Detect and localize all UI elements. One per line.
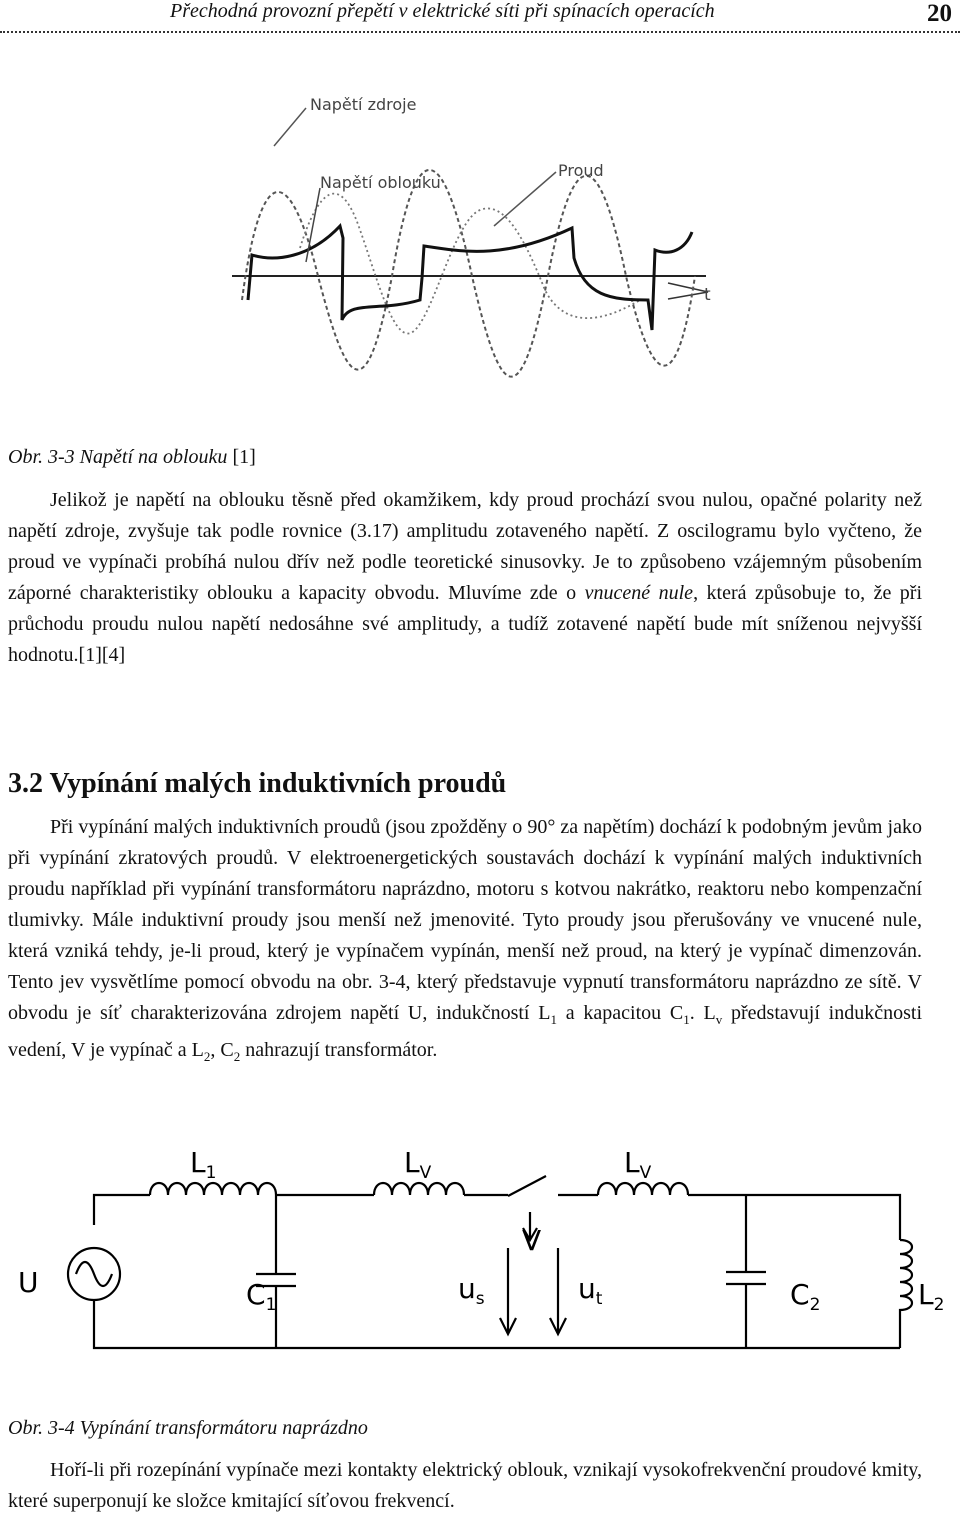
- p2-sub-5: 2: [233, 1049, 241, 1064]
- inductor-Lv2: [598, 1183, 688, 1195]
- figure-3-3-caption: [8, 446, 256, 469]
- arrow-us: [500, 1248, 516, 1334]
- paragraph-arc-oscillations: [8, 1455, 922, 1517]
- label-C2: $C_2$: [790, 1278, 821, 1315]
- label-U: U: [18, 1266, 39, 1299]
- p2-sub-2: 1: [683, 1012, 690, 1027]
- figure-3-3-caption-text: Obr. 3-3 Napětí na oblouku: [8, 446, 228, 468]
- label-arc-voltage: Napětí oblouku: [320, 173, 441, 192]
- paragraph-arc-voltage-text-a: Jelikož je napětí na oblouku těsně před okamžikem, kdy proud prochází svou nulou, opačné polarity než napětí zdroje, zvyšuje tak podle rovnice (3.17) amplitudu zotaveného napětí. Z oscilogramu bylo vyčteno, že proud ve vypínači probíhá nulou dřív než podle teoretické sinusovky. Je to způsobeno vzájemným působením záporné charakteristiky oblouku a kapacity obvodu. Mluvíme zde o: [8, 489, 922, 604]
- capacitor-C1: [256, 1195, 296, 1348]
- leader-arc-voltage: [306, 188, 320, 262]
- label-L1: $L_1$: [190, 1146, 217, 1183]
- p2-text-f: nahrazují transformátor.: [240, 1039, 438, 1061]
- section-heading: 3.2 Vypínání malých induktivních proudů: [8, 768, 507, 799]
- leader-current: [494, 172, 556, 226]
- label-C1: $C_1$: [246, 1278, 277, 1315]
- running-header-title: Přechodná provozní přepětí v elektrické síti při spínacích operacích: [170, 0, 715, 22]
- label-us: $u_s$: [458, 1272, 485, 1309]
- label-Lv1: $L_V$: [404, 1146, 432, 1183]
- inductor-Lv1: [374, 1183, 464, 1195]
- arrow-ut: [550, 1248, 566, 1334]
- arc-voltage-curve: [248, 226, 692, 330]
- breaker-switch: [508, 1176, 546, 1196]
- current-curve: [300, 194, 640, 334]
- sine-icon: [76, 1262, 112, 1286]
- p2-text-c: . L: [689, 1002, 716, 1024]
- label-source-voltage: Napětí zdroje: [310, 95, 417, 114]
- inductor-L2: [900, 1240, 912, 1348]
- header-divider: [0, 31, 960, 33]
- label-time: t: [704, 285, 711, 305]
- top-wire-right: [688, 1195, 900, 1240]
- paragraph-small-inductive-currents: [8, 812, 922, 1072]
- paragraph-arc-oscillations-text: Hoří-li při rozepínání vypínače mezi kontakty elektrický oblouk, vznikají vysokofrekvenční proudové kmity, které superponují ke složce kmitající síťovou frekvencí.: [8, 1459, 922, 1512]
- leader-source-voltage: [274, 108, 306, 146]
- paragraph-arc-voltage-text-b: , která způsobuje to, že při průchodu proudu nulou napětí nedosáhne své amplitudy, a tudíž zotavené napětí bude mít sníženou nejvyšší hodnotu.[1][4]: [8, 582, 923, 666]
- p2-sub-3: v: [715, 1012, 723, 1027]
- p2-sub-1: 1: [550, 1012, 557, 1027]
- label-ut: $u_t$: [578, 1272, 603, 1309]
- top-wire-left: [94, 1195, 150, 1225]
- p2-sub-4: 2: [203, 1049, 211, 1064]
- p2-text-b: a kapacitou C: [556, 1002, 684, 1024]
- inductor-L1: [150, 1183, 276, 1195]
- source-voltage-curve: [242, 170, 695, 377]
- page-number: 20: [927, 0, 952, 27]
- transformer-switching-circuit: [0, 1140, 960, 1400]
- p2-text-a: Při vypínání malých induktivních proudů (jsou zpožděny o 90° za napětím) dochází k podobným jevům jako při vypínání zkratových proudů. V elektroenergetických soustavách dochází k vypínání malých induktivních proudu například při vypínání transformátoru naprázdno, motoru s kotvou nakrátko, reaktoru nebo kompenzační tlumivky. Mále induktivní proudy jsou menší než jmenovité. Tyto proudy jsou přerušovány ve vnucené nule, která vzniká tehdy, je-li proud, který je vypínačem vypínán, menší než proud, na který je vypínač dimenzován. Tento jev vysvětlíme pomocí obvodu na obr. 3-4, který představuje vypnutí transformátoru naprázdno ze sítě. V obvodu je síť charakterizována zdrojem napětí U, indukčností L: [8, 816, 922, 1024]
- arc-voltage-oscillogram: [230, 88, 730, 423]
- figure-3-4-caption: Obr. 3-4 Vypínání transformátoru naprázdno: [8, 1417, 368, 1439]
- label-L2: $L_2$: [918, 1278, 945, 1315]
- p2-text-e: , C: [210, 1039, 234, 1061]
- source-wire-bottom: [94, 1300, 900, 1348]
- capacitor-C2: [726, 1195, 766, 1348]
- figure-3-3-caption-ref: [1]: [232, 446, 256, 468]
- label-V: V: [522, 1224, 542, 1257]
- time-axis-arrow-icon: [668, 283, 708, 299]
- label-Lv2: $L_V$: [624, 1146, 652, 1183]
- paragraph-arc-voltage: [8, 485, 922, 671]
- paragraph-arc-voltage-emphasis: vnucené nule: [584, 582, 694, 604]
- label-current: Proud: [558, 161, 604, 180]
- p2-text-d: představují indukčnosti vedení, V je vypínač a L: [8, 1002, 922, 1061]
